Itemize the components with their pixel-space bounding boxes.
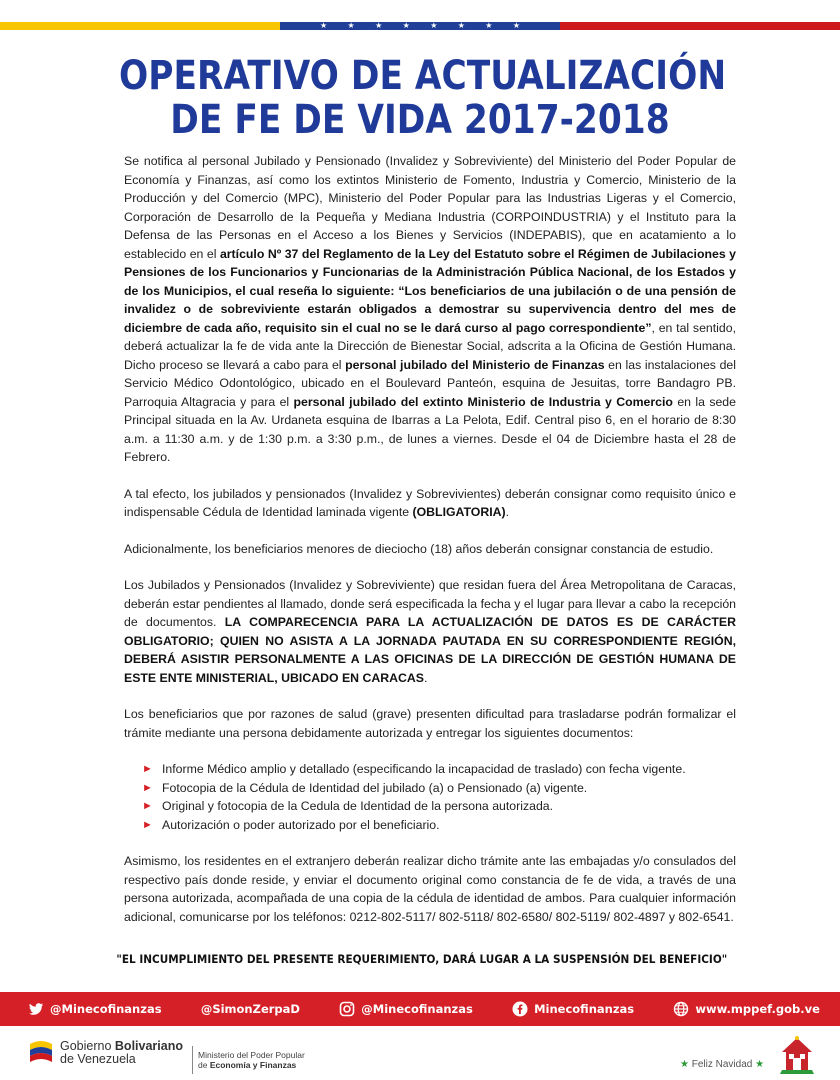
star-icon: ★: [320, 21, 328, 30]
list-item-text: Autorización o poder autorizado por el beneficiario.: [162, 817, 440, 832]
arrow-right-icon: ►: [142, 781, 153, 794]
star-icon: ★: [457, 21, 465, 30]
instagram-icon: [339, 1001, 355, 1017]
text: Gobierno: [60, 1039, 115, 1053]
government-logo: [28, 1038, 183, 1068]
text: , en tal sentido, deberá actualizar la fe de vida ante la Dirección de Bienestar Social, adscrita a la Oficina de Gestión Humana. Dicho proceso se llevará a cabo para el: [124, 320, 736, 372]
page-title: [119, 53, 727, 143]
list-item: [142, 760, 736, 779]
arrow-right-icon: ►: [142, 800, 153, 812]
paragraph-notice: [124, 152, 736, 467]
text: Feliz Navidad: [691, 1059, 753, 1070]
tricolor-stripe: [0, 0, 840, 30]
text: Se notifica al personal Jubilado y Pensionado (Invalidez y Sobreviviente) del Ministerio del Poder Popular de Economía y Finanzas, así como los extintos Ministerio de Fomento, Industria y Comercio, Ministerio de la Producción y del Comercio (MPC), Ministerio del Poder Popular para las Industrias Ligeras y el Comercio, Corporación de Desarrollo de la Pequeña y Mediana Industria (CORPOINDUSTRIA) y el Instituto para la Defensa de las Personas en el Acceso a los Bienes y Servicios (INDEPABIS), que en acatamiento a lo establecido en el: [124, 154, 736, 261]
footer: [0, 1026, 840, 1080]
list-item-text: Fotocopia de la Cédula de Identidad del jubilado (a) o Pensionado (a) vigente.: [162, 780, 588, 795]
bold-text: Economía y Finanzas: [209, 1060, 297, 1070]
website-url: www.mppef.gob.ve: [695, 1002, 820, 1016]
title-line-1: OPERATIVO DE ACTUALIZACIÓN: [119, 53, 727, 99]
star-icon: ★: [402, 21, 410, 30]
star-icon: ★: [375, 21, 383, 30]
list-item-text: Informe Médico amplio y detallado (especificando la incapacidad de traslado) con fecha vigente.: [162, 762, 686, 776]
star-icon: ★: [347, 21, 355, 30]
social-bar: [0, 992, 840, 1026]
documents-list: [124, 760, 736, 834]
text: en las instalaciones del Servicio Médico Odontológico, ubicado en el Boulevard Panteón, esquina de Jesuitas, torre Bandagro PB. Parroquia Altagracia y para el: [124, 357, 736, 409]
venezuela-flag-icon: [28, 1038, 54, 1068]
text: Ministerio del Poder Popular: [198, 1050, 305, 1060]
bold-text: personal jubilado del Ministerio de Finanzas: [345, 357, 605, 372]
divider: [192, 1046, 193, 1074]
paragraph-minors: Adicionalmente, los beneficiarios menores de dieciocho (18) años deberán consignar constancia de estudio.: [124, 541, 714, 556]
bold-text: personal jubilado del extinto Ministerio de Industria y Comercio: [293, 394, 673, 409]
star-icon: ★: [485, 21, 493, 30]
instagram-link[interactable]: [339, 1001, 473, 1017]
ministry-name: [198, 1050, 305, 1070]
twitter-link[interactable]: [28, 1001, 162, 1017]
bold-text: Bolivariano: [114, 1039, 183, 1053]
instagram-handle: @Minecofinanzas: [361, 1002, 473, 1016]
text: .: [423, 670, 428, 685]
list-item: [142, 797, 736, 816]
list-item: [142, 816, 736, 835]
star-icon: ★: [680, 1059, 689, 1070]
government-name: [60, 1040, 183, 1066]
twitter-icon: [28, 1001, 44, 1017]
stars-row: [320, 20, 520, 32]
list-item-text: Original y fotocopia de la Cedula de Identidad de la persona autorizada.: [162, 799, 554, 813]
paragraph-health: Los beneficiarios que por razones de salud (grave) presenten dificultad para trasladarse podrán formalizar el trámite mediante una persona debidamente autorizada y entregar los siguientes documentos:: [124, 707, 736, 740]
text: A tal efecto, los jubilados y pensionados (Invalidez y Sobrevivientes) deberán consignar como requisito único e indispensable Cédula de Identidad laminada vigente: [124, 486, 736, 519]
text: de Venezuela: [60, 1052, 136, 1066]
arrow-right-icon: ►: [142, 763, 153, 775]
title-line-2: DE FE DE VIDA 2017-2018: [170, 97, 670, 143]
christmas-greeting: [680, 1059, 764, 1070]
bold-text: LA COMPARECENCIA PARA LA ACTUALIZACIÓN DE DATOS ES DE CARÁCTER OBLIGATORIO; QUIEN NO ASISTA A LA JORNADA PAUTADA EN SU CORRESPONDIENTE REGIÓN, DEBERÁ ASISTIR PERSONALMENTE A LAS OFICINAS DE LA DIRECCIÓN DE GESTIÓN HUMANA DE ESTE ENTE MINISTERIAL, UBICADO EN CARACAS: [124, 615, 737, 685]
bold-text: artículo Nº 37 del Reglamento de la Ley del Estatuto sobre el Régimen de Jubilaciones y Pensiones de los Funcionarios y Funcionarias de la Administración Pública Nacional, de los Estados y de los Municipios, el cual reseña lo siguiente: “Los beneficiarios de una jubilación o de una pensión de invalidez o de sobreviviente estarán obligados a demostrar su supervivencia dentro del mes de diciembre de cada año, requisito sin el cual no se le dará curso al pago correspondiente”: [124, 246, 736, 335]
facebook-handle: Minecofinanzas: [534, 1002, 635, 1016]
text: en la sede Principal situada en la Av. Urdaneta esquina de Ibarras a La Pelota, Edif. Central piso 6, en el horario de 8:30 a.m. a 11:30 a.m. y de 1:30 p.m. a 3:30 p.m., de lunes a viernes. Desde el 04 de Diciembre hasta el 28 de Febrero.: [124, 394, 736, 464]
star-icon: ★: [430, 21, 438, 30]
star-icon: ★: [512, 21, 520, 30]
website-link[interactable]: [673, 1001, 820, 1017]
arrow-right-icon: ►: [142, 818, 153, 831]
notice-body: [124, 152, 736, 944]
warning-statement: "EL INCUMPLIMIENTO DEL PRESENTE REQUERIMIENTO, DARÁ LUGAR A LA SUSPENSIÓN DEL BENEFICIO": [116, 952, 728, 966]
text: Los Jubilados y Pensionados (Invalidez y Sobreviviente) que residan fuera del Área Metropolitana de Caracas, deberán estar pendientes al llamado, donde será especificada la fecha y el lugar para llevar a cabo la recepción de documentos.: [124, 578, 736, 629]
twitter-handle-2: @SimonZerpaD: [200, 1002, 300, 1016]
twitter-handle: @Minecofinanzas: [50, 1002, 162, 1016]
stripe-yellow: [0, 22, 280, 30]
facebook-icon: [512, 1001, 528, 1017]
facebook-link[interactable]: [512, 1001, 634, 1017]
text: de: [198, 1060, 210, 1070]
text: .: [505, 505, 510, 519]
paragraph-requirement: [124, 485, 736, 522]
list-item: [142, 779, 736, 798]
twitter-link-2[interactable]: [201, 1002, 300, 1016]
christmas-house-icon: [776, 1034, 818, 1076]
bold-text: (OBLIGATORIA): [412, 505, 506, 519]
paragraph-abroad: Asimismo, los residentes en el extranjero deberán realizar dicho trámite ante las embajadas y/o consulados del respectivo país donde reside, y enviar el documento original como constancia de fe de vida, a través de una persona autorizada, acompañada de una copia de la cédula de identidad de ambos. Para cualquier información adicional, comunicarse por los teléfonos: 0212-802-5117/ 802-5118/ 802-6580/ 802-5119/ 802-4897 y 802-6541.: [124, 854, 736, 924]
stripe-red: [560, 22, 840, 30]
globe-icon: [673, 1001, 689, 1017]
paragraph-outside-caracas: [124, 576, 736, 687]
star-icon: ★: [755, 1059, 765, 1070]
